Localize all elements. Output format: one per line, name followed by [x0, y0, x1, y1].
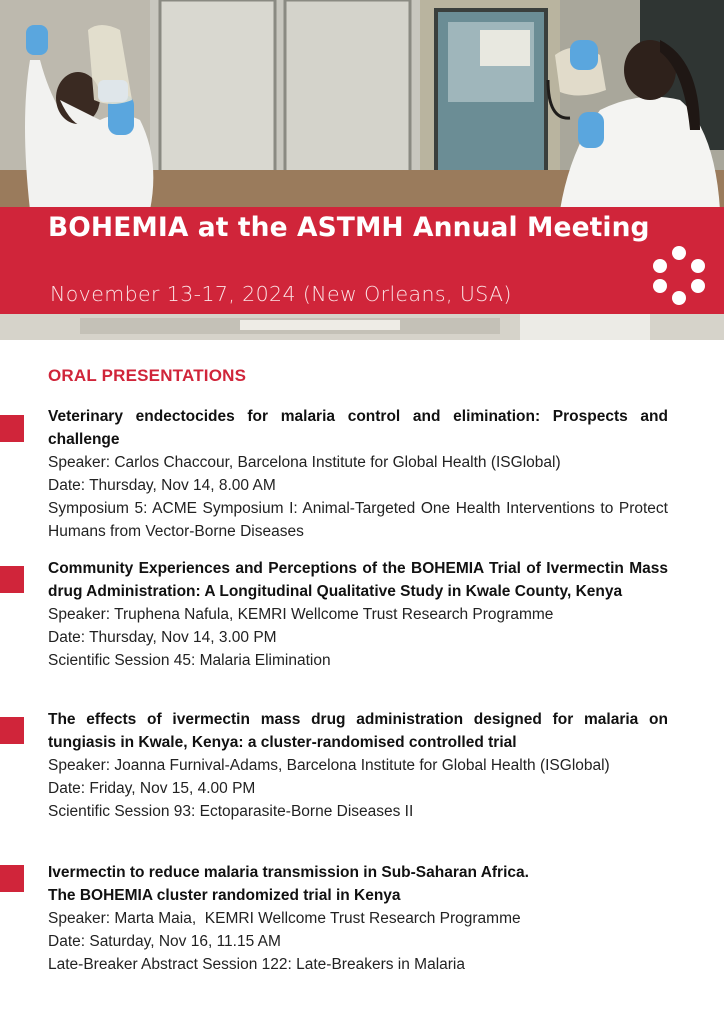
- presentation-speaker: Speaker: Truphena Nafula, KEMRI Wellcome Trust Research Programme: [48, 606, 554, 623]
- entry-marker: [0, 415, 24, 442]
- entry-marker: [0, 566, 24, 593]
- page-title: BOHEMIA at the ASTMH Annual Meeting: [48, 212, 650, 243]
- presentation-date: Date: Thursday, Nov 14, 3.00 PM: [48, 629, 277, 646]
- presentation-title: Veterinary endectocides for malaria control and elimination: Prospects and challenge: [48, 408, 668, 448]
- presentation-title: Community Experiences and Perceptions of the BOHEMIA Trial of Ivermectin Mass drug Administration: A Longitudinal Qualitative Study in Kwale County, Kenya: [48, 560, 668, 600]
- presentation-speaker: Speaker: Carlos Chaccour, Barcelona Institute for Global Health (ISGlobal): [48, 454, 561, 471]
- presentation-session: Symposium 5: ACME Symposium I: Animal-Targeted One Health Interventions to Protect Humans from Vector-Borne Diseases: [48, 500, 668, 540]
- entry-marker: [0, 717, 24, 744]
- presentation-session: Scientific Session 93: Ectoparasite-Borne Diseases II: [48, 803, 414, 820]
- section-heading: ORAL PRESENTATIONS: [48, 366, 247, 385]
- presentation-session: Late-Breaker Abstract Session 122: Late-Breakers in Malaria: [48, 956, 465, 973]
- presentation-session: Scientific Session 45: Malaria Elimination: [48, 652, 331, 669]
- presentation-date: Date: Friday, Nov 15, 4.00 PM: [48, 780, 256, 797]
- presentation-date: Date: Thursday, Nov 14, 8.00 AM: [48, 477, 276, 494]
- presentation-speaker: Speaker: Joanna Furnival-Adams, Barcelona Institute for Global Health (ISGlobal): [48, 757, 610, 774]
- event-date-location: November 13-17, 2024 (New Orleans, USA): [50, 282, 512, 306]
- presentation-entry: [48, 557, 668, 672]
- presentation-entry: [48, 861, 668, 976]
- presentation-entry: [48, 708, 668, 823]
- presentation-date: Date: Saturday, Nov 16, 11.15 AM: [48, 933, 281, 950]
- presentation-title: The BOHEMIA cluster randomized trial in Kenya: [48, 887, 401, 904]
- entry-marker: [0, 865, 24, 892]
- presentation-speaker: Speaker: Marta Maia, KEMRI Wellcome Trust Research Programme: [48, 910, 521, 927]
- presentation-title: The effects of ivermectin mass drug administration designed for malaria on tungiasis in Kwale, Kenya: a cluster-randomised controlled trial: [48, 711, 668, 751]
- dot-cluster-logo-icon: [648, 244, 710, 306]
- presentation-entry: [48, 405, 668, 543]
- presentation-title: Ivermectin to reduce malaria transmission in Sub-Saharan Africa.: [48, 864, 529, 881]
